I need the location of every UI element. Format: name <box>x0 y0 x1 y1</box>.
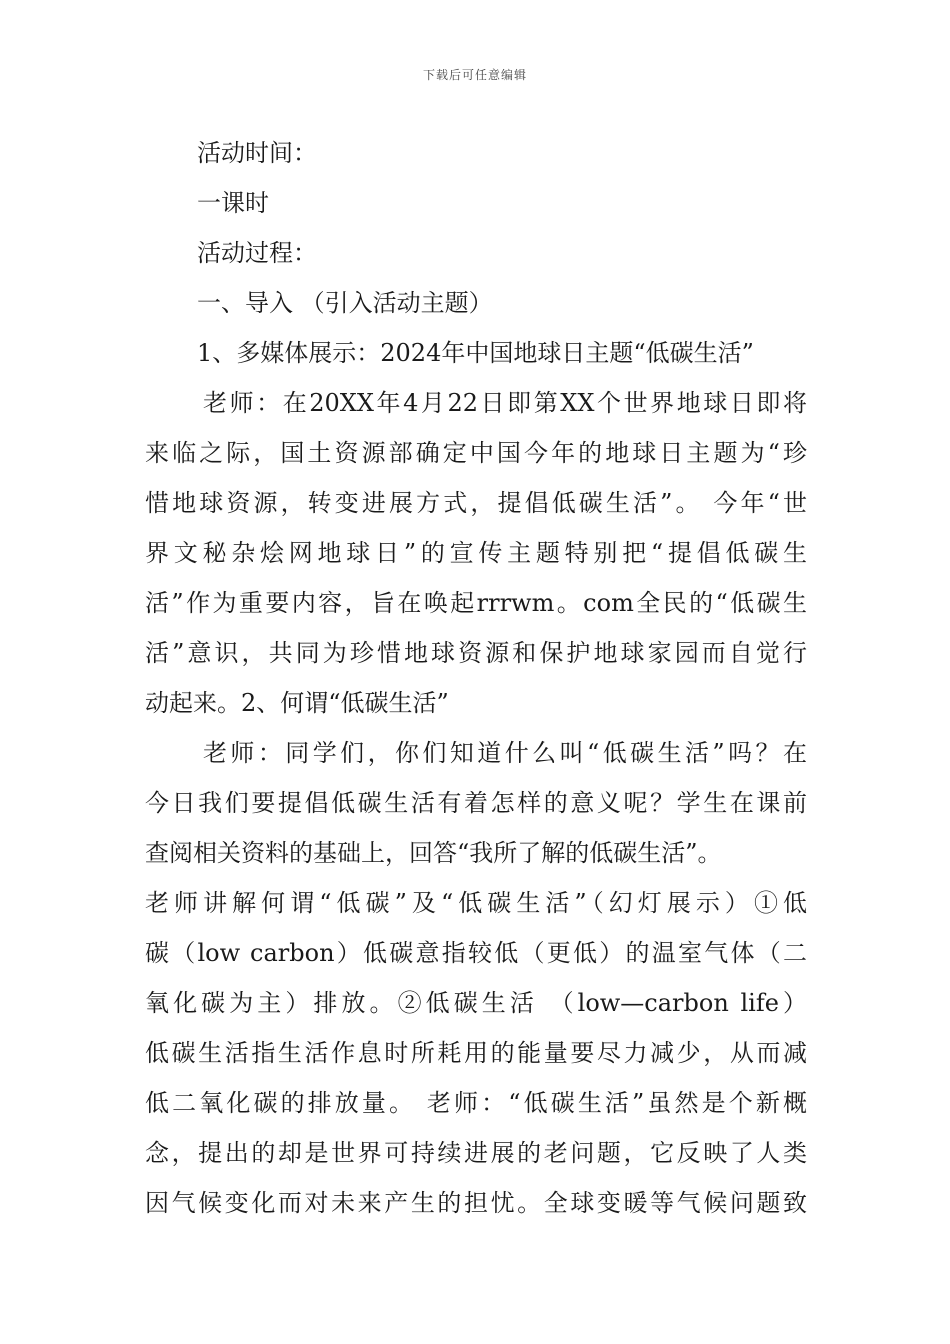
paragraph-line: 氧化碳为主）排放。②低碳生活 （low—carbon life） <box>145 989 807 1017</box>
page-header: 下载后可任意编辑 <box>422 68 527 82</box>
paragraph-line: 今日我们要提倡低碳生活有着怎样的意义呢？学生在课前 <box>145 789 807 817</box>
paragraph-line: 碳（low carbon）低碳意指较低（更低）的温室气体（二 <box>145 939 807 967</box>
paragraph-line: 1、多媒体展示：2024年中国地球日主题“低碳生活” <box>197 339 754 367</box>
paragraph-line: 因气候变化而对未来产生的担忧。全球变暖等气候问题致 <box>145 1189 807 1217</box>
paragraph-line: 来临之际，国土资源部确定中国今年的地球日主题为“珍 <box>145 439 807 467</box>
paragraph-line: 活动时间： <box>197 139 317 167</box>
paragraph-line: 惜地球资源，转变进展方式，提倡低碳生活”。 今年“世 <box>145 489 807 517</box>
paragraph-line: 活动过程： <box>197 239 317 267</box>
paragraph-line: 动起来。2、何谓“低碳生活” <box>145 689 449 717</box>
paragraph-line: 活”意识，共同为珍惜地球资源和保护地球家园而自觉行 <box>145 639 807 667</box>
paragraph-line: 老师：同学们，你们知道什么叫“低碳生活”吗？在 <box>203 739 807 767</box>
paragraph-line: 低二氧化碳的排放量。 老师：“低碳生活”虽然是个新概 <box>145 1089 807 1117</box>
paragraph-line: 念，提出的却是世界可持续进展的老问题，它反映了人类 <box>145 1139 807 1167</box>
section-heading: 一、导入 （引入活动主题） <box>197 289 493 317</box>
paragraph-line: 老师：在20XX年4月22日即第XX个世界地球日即将 <box>203 389 807 417</box>
paragraph-line: 活”作为重要内容，旨在唤起rrrwm。com全民的“低碳生 <box>145 589 807 617</box>
paragraph-line: 一课时 <box>197 189 269 217</box>
paragraph-line: 查阅相关资料的基础上，回答“我所了解的低碳生活”。 <box>145 839 722 867</box>
paragraph-line: 老师讲解何谓“低碳”及“低碳生活”（幻灯展示）①低 <box>145 889 807 917</box>
document-body <box>145 128 807 1228</box>
paragraph-line: 低碳生活指生活作息时所耗用的能量要尽力减少，从而减 <box>145 1039 807 1067</box>
paragraph-line: 界文秘杂烩网地球日”的宣传主题特别把“提倡低碳生 <box>145 539 807 567</box>
